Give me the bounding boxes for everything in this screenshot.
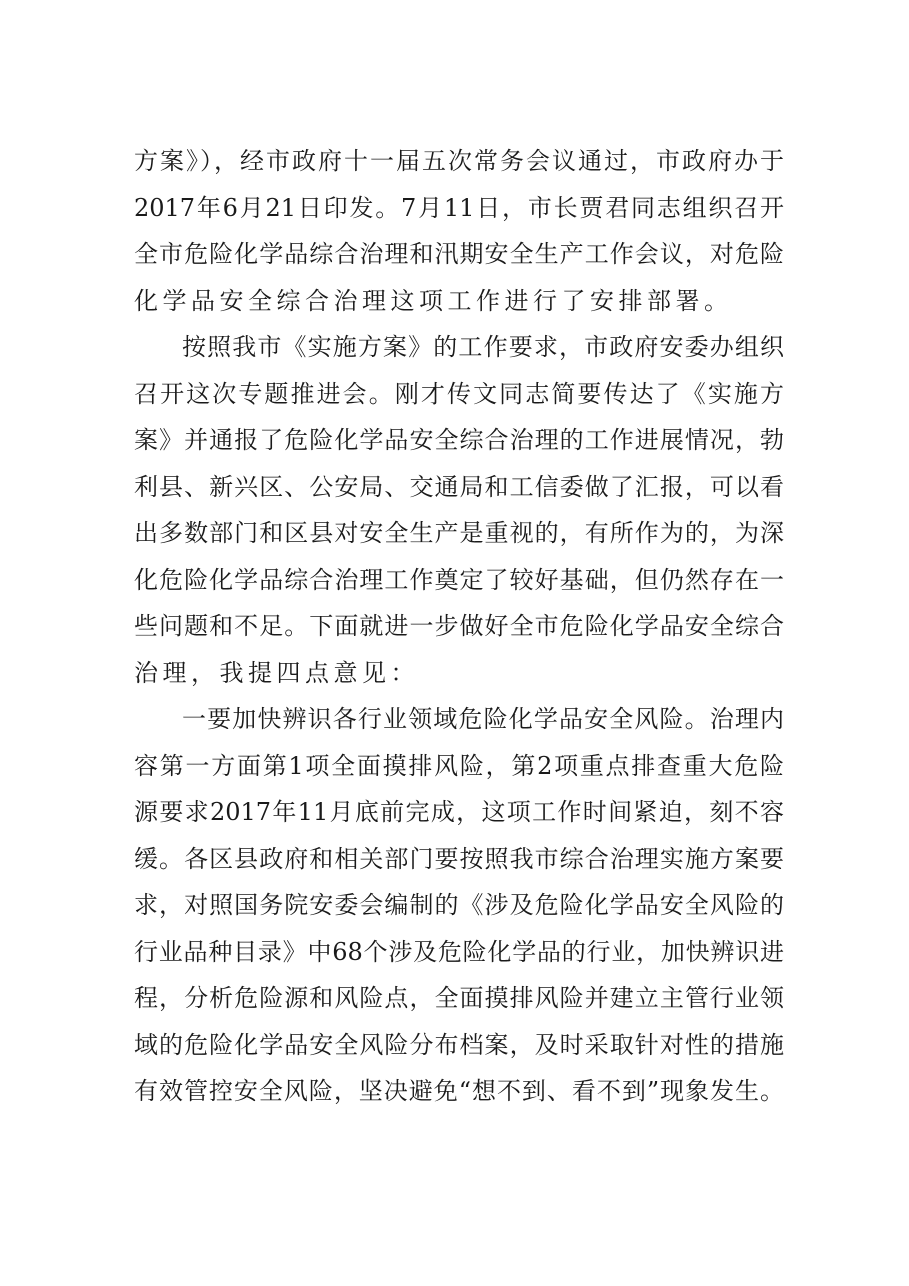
- paragraph-3: [134, 696, 784, 1115]
- text-line: 出多数部门和区县对安全生产是重视的，有所作为的，为深: [134, 519, 784, 547]
- paragraph-1: [134, 138, 784, 324]
- text-line: 2017年6月21日印发。7月11日，市长贾君同志组织召开: [134, 193, 784, 222]
- text-line: 治理，我提四点意见：: [134, 658, 419, 687]
- text-line: 全市危险化学品综合治理和汛期安全生产工作会议，对危险: [134, 240, 784, 268]
- text-line: 行业品种目录》中68个涉及危险化学品的行业，加快辨识进: [134, 937, 784, 966]
- text-line: 域的危险化学品安全风险分布档案，及时采取针对性的措施: [134, 1030, 784, 1059]
- text-line: 容第一方面第1项全面摸排风险，第2项重点排查重大危险: [134, 751, 784, 780]
- paragraph-2: [134, 324, 784, 696]
- text-line: 有效管控安全风险，坚决避免“想不到、看不到”现象发生。: [134, 1077, 784, 1105]
- text-line: 缓。各区县政府和相关部门要按照我市综合治理实施方案要: [134, 844, 784, 873]
- text-line: 利县、新兴区、公安局、交通局和工信委做了汇报，可以看: [134, 472, 784, 501]
- text-line: 一要加快辨识各行业领域危险化学品安全风险。治理内: [182, 705, 784, 733]
- text-line: 化学品安全综合治理这项工作进行了安排部署。: [134, 286, 733, 315]
- text-line: 些问题和不足。下面就进一步做好全市危险化学品安全综合: [134, 612, 784, 640]
- text-line: 求，对照国务院安委会编制的《涉及危险化学品安全风险的: [134, 891, 784, 919]
- text-line: 案》并通报了危险化学品安全综合治理的工作进展情况，勃: [134, 426, 784, 454]
- text-line: 按照我市《实施方案》的工作要求，市政府安委办组织: [182, 333, 784, 361]
- text-line: 程，分析危险源和风险点，全面摸排风险并建立主管行业领: [134, 984, 784, 1012]
- text-line: 召开这次专题推进会。刚才传文同志简要传达了《实施方: [134, 379, 784, 408]
- text-line: 源要求2017年11月底前完成，这项工作时间紧迫，刻不容: [134, 798, 784, 826]
- document-body: [134, 138, 784, 1115]
- text-line: 化危险化学品综合治理工作奠定了较好基础，但仍然存在一: [134, 565, 784, 594]
- text-line: 方案》），经市政府十一届五次常务会议通过，市政府办于: [134, 147, 784, 175]
